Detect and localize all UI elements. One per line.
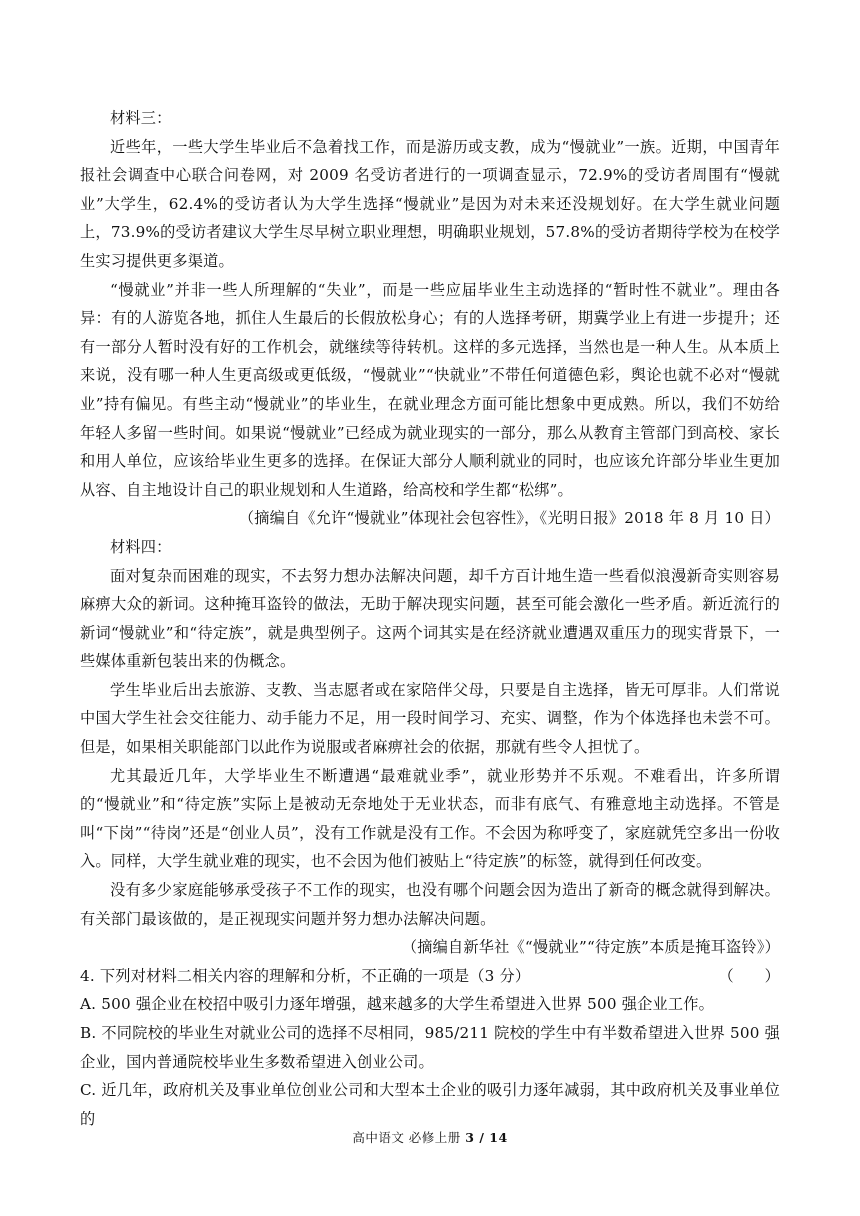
material-4-source: （摘编自新华社《“慢就业”“待定族”本质是掩耳盗铃》） [401, 938, 780, 957]
question-4-stem-row [80, 962, 780, 991]
material-3-label: 材料三： [110, 109, 172, 127]
footer-course: 高中语文 必修上册 [352, 1130, 466, 1145]
footer-page-number: 3 / 14 [465, 1130, 508, 1145]
question-4-stem: 4. 下列对材料二相关内容的理解和分析，不正确的一项是（3 分） [80, 966, 531, 985]
option-c: C. 近几年，政府机关及事业单位创业公司和大型本土企业的吸引力逐年减弱，其中政府机关及事业单位的 [80, 1081, 780, 1128]
material-3-paragraph-2: “慢就业”并非一些人所理解的“失业”，而是一些应届毕业生主动选择的“暂时性不就业”。理由各异：有的人游览各地，抓住人生最后的长假放松身心；有的人选择考研，期冀学业上有进一步提升；还有一部分人暂时没有好的工作机会，就继续等待转机。这样的多元选择，当然也是一种人生。从本质上来说，没有哪一种人生更高级或更低级，“慢就业”“快就业”不带任何道德色彩，舆论也就不必对“慢就业”持有偏见。有些主动“慢就业”的毕业生，在就业理念方面可能比想象中更成熟。所以，我们不妨给年轻人多留一些时间。如果说“慢就业”已经成为就业现实的一部分，那么从教育主管部门到高校、家长和用人单位，应该给毕业生更多的选择。在保证大部分人顺利就业的同时，也应该允许部分毕业生更加从容、自主地设计自己的职业规划和人生道路，给高校和学生都“松绑”。 [80, 280, 780, 499]
answer-blank: （ ） [718, 966, 780, 985]
material-4-paragraph-1: 面对复杂而困难的现实，不去努力想办法解决问题，却千方百计地生造一些看似浪漫新奇实则容易麻痹大众的新词。这种掩耳盗铃的做法，无助于解决现实问题，甚至可能会激化一些矛盾。新近流行的新词“慢就业”和“待定族”，就是典型例子。这两个词其实是在经济就业遭遇双重压力的现实背景下，一些媒体重新包装出来的伪概念。 [80, 566, 780, 671]
material-4-paragraph-4: 没有多少家庭能够承受孩子不工作的现实，也没有哪个问题会因为造出了新奇的概念就得到解决。有关部门最该做的，是正视现实问题并努力想办法解决问题。 [80, 881, 780, 928]
material-4-paragraph-2: 学生毕业后出去旅游、支教、当志愿者或在家陪伴父母，只要是自主选择，皆无可厚非。人们常说中国大学生社会交往能力、动手能力不足，用一段时间学习、充实、调整，作为个体选择也未尝不可。但是，如果相关职能部门以此作为说服或者麻痹社会的依据，那就有些令人担忧了。 [80, 680, 780, 757]
page-footer [0, 1128, 860, 1146]
option-a: A. 500 强企业在校招中吸引力逐年增强，越来越多的大学生希望进入世界 500 强企业工作。 [80, 995, 715, 1014]
option-b: B. 不同院校的毕业生对就业公司的选择不尽相同，985/211 院校的学生中有半数希望进入世界 500 强企业，国内普通院校毕业生多数希望进入创业公司。 [80, 1024, 780, 1071]
material-3-source: （摘编自《允许“慢就业”体现社会包容性》，《光明日报》2018 年 8 月 10 日） [238, 509, 780, 528]
material-4-label: 材料四： [110, 537, 172, 556]
page-content [80, 104, 780, 1133]
material-3-paragraph-1: 近些年，一些大学生毕业后不急着找工作，而是游历或支教，成为“慢就业”一族。近期，中国青年报社会调查中心联合问卷网，对 2009 名受访者进行的一项调查显示，72.9%的受访者周围有“慢就业”大学生，62.4%的受访者认为大学生选择“慢就业”是因为对未来还没规划好。在大学生就业问题上，73.9%的受访者建议大学生尽早树立职业理想，明确职业规划，57.8%的受访者期待学校为在校学生实习提供更多渠道。 [80, 137, 780, 270]
material-4-paragraph-3: 尤其最近几年，大学毕业生不断遭遇“最难就业季”，就业形势并不乐观。不难看出，许多所谓的“慢就业”和“待定族”实际上是被动无奈地处于无业状态，而非有底气、有雅意地主动选择。不管是叫“下岗”“待岗”还是“创业人员”，没有工作就是没有工作。不会因为称呼变了，家庭就凭空多出一份收入。同样，大学生就业难的现实，也不会因为他们被贴上“待定族”的标签，就得到任何改变。 [80, 766, 780, 871]
